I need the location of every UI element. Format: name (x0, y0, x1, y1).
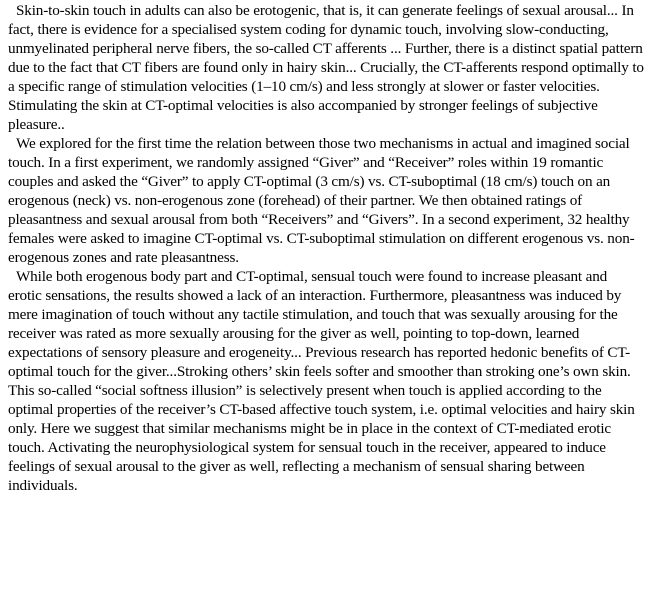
paragraph-ct-afferents: Skin-to-skin touch in adults can also be erotogenic, that is, it can generate feelings of sexual arousal... In fact, there is evidence for a specialised system coding for dynamic touch, involving slow-conducting, unmyelinated peripheral nerve fibers, the so-called CT afferents ... Further, there is a distinct spatial pattern due to the fact that CT fibers are found only in hairy skin... Crucially, the CT-afferents respond optimally to a specific range of stimulation velocities (1–10 cm/s) and less strongly at slower or faster velocities. Stimulating the skin at CT-optimal velocities is also accompanied by stronger feelings of subjective pleasure.. (8, 2, 644, 133)
paragraph-experiments: We explored for the first time the relation between those two mechanisms in actual and imagined social touch. In a first experiment, we randomly assigned “Giver” and “Receiver” roles within 19 romantic couples and asked the “Giver” to apply CT-optimal (3 cm/s) vs. CT-suboptimal (18 cm/s) touch on an erogenous (neck) vs. non-erogenous zone (forehead) of their partner. We then obtained ratings of pleasantness and sexual arousal from both “Receivers” and “Givers”. In a second experiment, 32 healthy females were asked to imagine CT-optimal vs. CT-suboptimal stimulation on different erogenous vs. non-erogenous zones and rate pleasantness. (8, 135, 635, 266)
paragraph-discussion: While both erogenous body part and CT-optimal, sensual touch were found to increase pleasant and erotic sensations, the results showed a lack of an interaction. Furthermore, pleasantness was induced by mere imagination of touch without any tactile stimulation, and touch that was sexually arousing for the receiver was rated as more sexually arousing for the giver as well, pointing to top-down, learned expectations of sensory pleasure and erogeneity... Previous research has reported hedonic benefits of CT-optimal touch for the giver...Stroking others’ skin feels softer and smoother than stroking one’s own skin. This so-called “social softness illusion” is selectively present when touch is applied according to the optimal properties of the receiver’s CT-based affective touch system, i.e. optimal velocities and hairy skin only. Here we suggest that similar mechanisms might be in place in the context of CT-mediated erotic touch. Activating the neurophysiological system for sensual touch in the receiver, appeared to induce feelings of sexual arousal to the giver as well, reflecting a mechanism of sensual sharing between individuals. (8, 268, 635, 494)
